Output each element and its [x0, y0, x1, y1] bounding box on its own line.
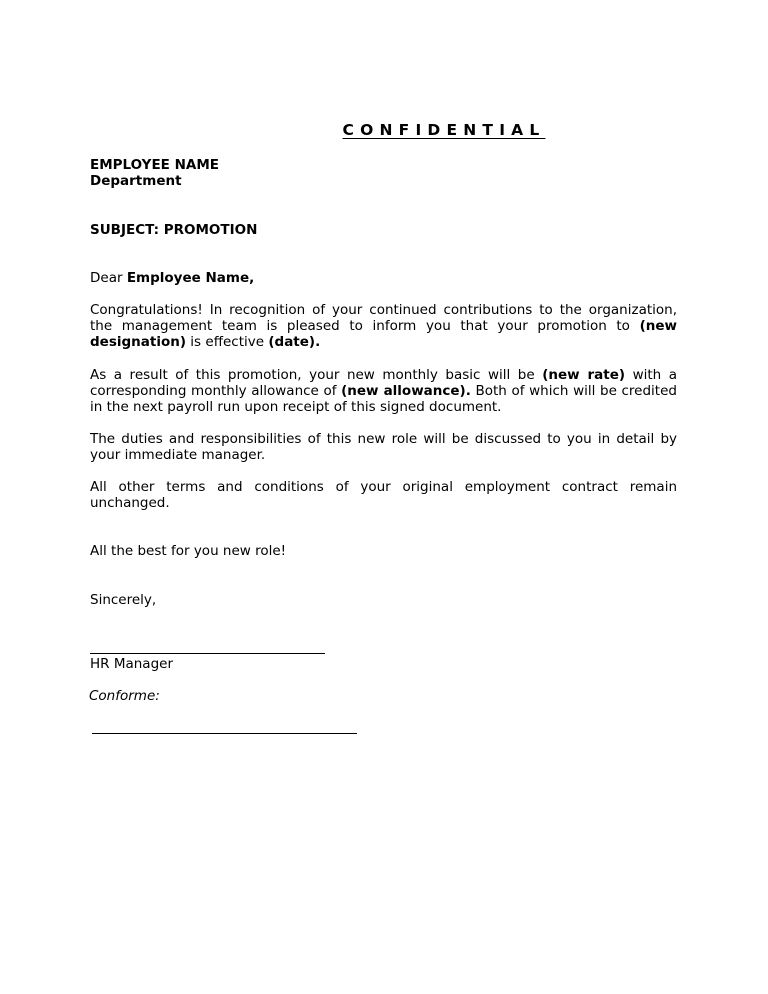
conforme-signature-line [92, 733, 357, 734]
department: Department [90, 173, 182, 189]
new-allowance-placeholder: (new allowance). [341, 383, 471, 399]
paragraph-compensation [90, 367, 677, 415]
effective-date-placeholder: (date). [268, 334, 321, 350]
salutation-name: Employee Name, [126, 270, 255, 286]
employee-name: EMPLOYEE NAME [90, 157, 219, 173]
subject-line: SUBJECT: PROMOTION [90, 222, 258, 238]
paragraph-duties: The duties and responsibilities of this new role will be discussed to you in detail by your immediate manager. [90, 431, 677, 463]
conforme-label: Conforme: [89, 688, 160, 704]
sign-off: Sincerely, [90, 592, 157, 608]
new-rate-placeholder: (new rate) [542, 367, 626, 383]
paragraph2-text3: Both of which will be credited in the next payroll run upon receipt of this signed document. [90, 383, 677, 415]
signatory-title: HR Manager [90, 656, 173, 672]
paragraph2-text1: As a result of this promotion, your new monthly basic will be [90, 367, 543, 383]
paragraph2-text2: with a corresponding monthly allowance of [90, 367, 677, 399]
recipient-block [90, 157, 677, 189]
paragraph-terms: All other terms and conditions of your original employment contract remain unchanged. [90, 479, 677, 511]
new-designation-placeholder: (new designation) [90, 318, 677, 350]
salutation [90, 270, 677, 286]
paragraph1-text1: Congratulations! In recognition of your continued contributions to the organization, the management team is pleased to inform you that your promotion to [90, 302, 677, 334]
hr-signature-line [90, 653, 325, 654]
confidential-heading: CONFIDENTIAL [342, 121, 546, 139]
closing-wish: All the best for you new role! [90, 543, 287, 559]
paragraph-congratulations [90, 302, 677, 350]
paragraph1-text2: is effective [186, 334, 269, 350]
salutation-prefix: Dear [90, 270, 127, 286]
